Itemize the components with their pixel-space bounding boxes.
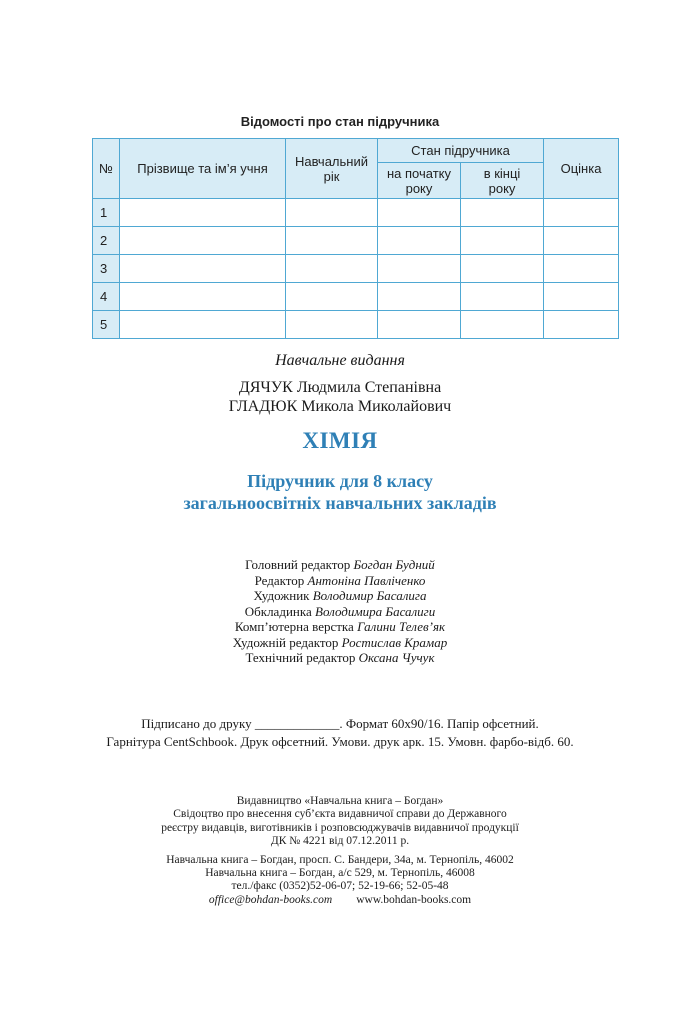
publisher-info <box>0 795 680 907</box>
table-row <box>93 283 619 311</box>
header-name: Прізвище та ім’я учня <box>120 139 286 199</box>
credit-line: Технічний редактор Оксана Чучук <box>245 650 435 665</box>
row-number: 1 <box>93 199 120 227</box>
row-number: 5 <box>93 311 120 339</box>
book-title: ХІМІЯ <box>302 428 378 453</box>
header-start-of-year: на початку року <box>378 163 461 199</box>
publisher-name: Видавництво «Навчальна книга – Богдан» <box>236 795 444 807</box>
credit-line: Комп’ютерна верстка Галини Телев’як <box>234 619 446 634</box>
credit-line: Обкладинка Володимира Басалиги <box>244 603 436 619</box>
print-details-line: Гарнітура CentSchbook. Друк офсетний. Умови. друк арк. 15. Умовн. фарбо-відб. 60. <box>106 734 574 749</box>
authors <box>0 378 680 416</box>
email-link[interactable]: office@bohdan-books.com <box>208 893 333 906</box>
row-number: 4 <box>93 283 120 311</box>
certificate-line: Свідоцтво про внесення суб’єкта видавничої справи до Державного <box>173 808 507 821</box>
row-number: 3 <box>93 255 120 283</box>
website-link[interactable]: www.bohdan-books.com <box>356 893 472 906</box>
header-num: № <box>93 139 120 199</box>
header-state: Стан підручника <box>378 139 544 163</box>
print-details <box>0 715 680 751</box>
header-grade: Оцінка <box>544 139 619 199</box>
table-row <box>93 199 619 227</box>
row-number: 2 <box>93 227 120 255</box>
table-title: Відомості про стан підручника <box>240 114 440 129</box>
address-line: Навчальна книга – Богдан, просп. С. Бандери, 34а, м. Тернопіль, 46002 <box>166 853 514 866</box>
certificate-line: ДК № 4221 від 07.12.2011 р. <box>270 835 410 848</box>
credit-line: Художник Володимир Басалига <box>253 588 427 603</box>
textbook-state-table <box>92 138 619 339</box>
address-line: Навчальна книга – Богдан, а/с 529, м. Тернопіль, 46008 <box>205 867 475 880</box>
book-subtitle <box>0 470 680 514</box>
table-row <box>93 311 619 339</box>
subtitle-line: загальноосвітніх навчальних закладів <box>183 493 497 513</box>
table-row <box>93 255 619 283</box>
edition-type: Навчальне видання <box>275 352 405 369</box>
author-name: ГЛАДЮК Микола Миколайович <box>228 398 452 415</box>
certificate-line: реєстру видавців, виготівників і розповсюджувачів видавничої продукції <box>161 821 519 834</box>
print-details-line: Підписано до друку _____________. Формат 60х90/16. Папір офсетний. <box>141 716 539 731</box>
phone-line: тел./факс (0352)52-06-07; 52-19-66; 52-05-48 <box>231 880 449 893</box>
credit-line: Головний редактор Богдан Будний <box>245 557 435 572</box>
credits <box>0 557 680 666</box>
credit-line: Художній редактор Ростислав Крамар <box>232 634 448 650</box>
author-name: ДЯЧУК Людмила Степанівна <box>238 379 442 396</box>
header-year: Навчальний рік <box>286 139 378 199</box>
credit-line: Редактор Антоніна Павліченко <box>254 572 426 588</box>
header-end-of-year: в кінці року <box>461 163 544 199</box>
table-row <box>93 227 619 255</box>
contacts-line <box>0 894 680 907</box>
subtitle-line: Підручник для 8 класу <box>247 471 433 491</box>
